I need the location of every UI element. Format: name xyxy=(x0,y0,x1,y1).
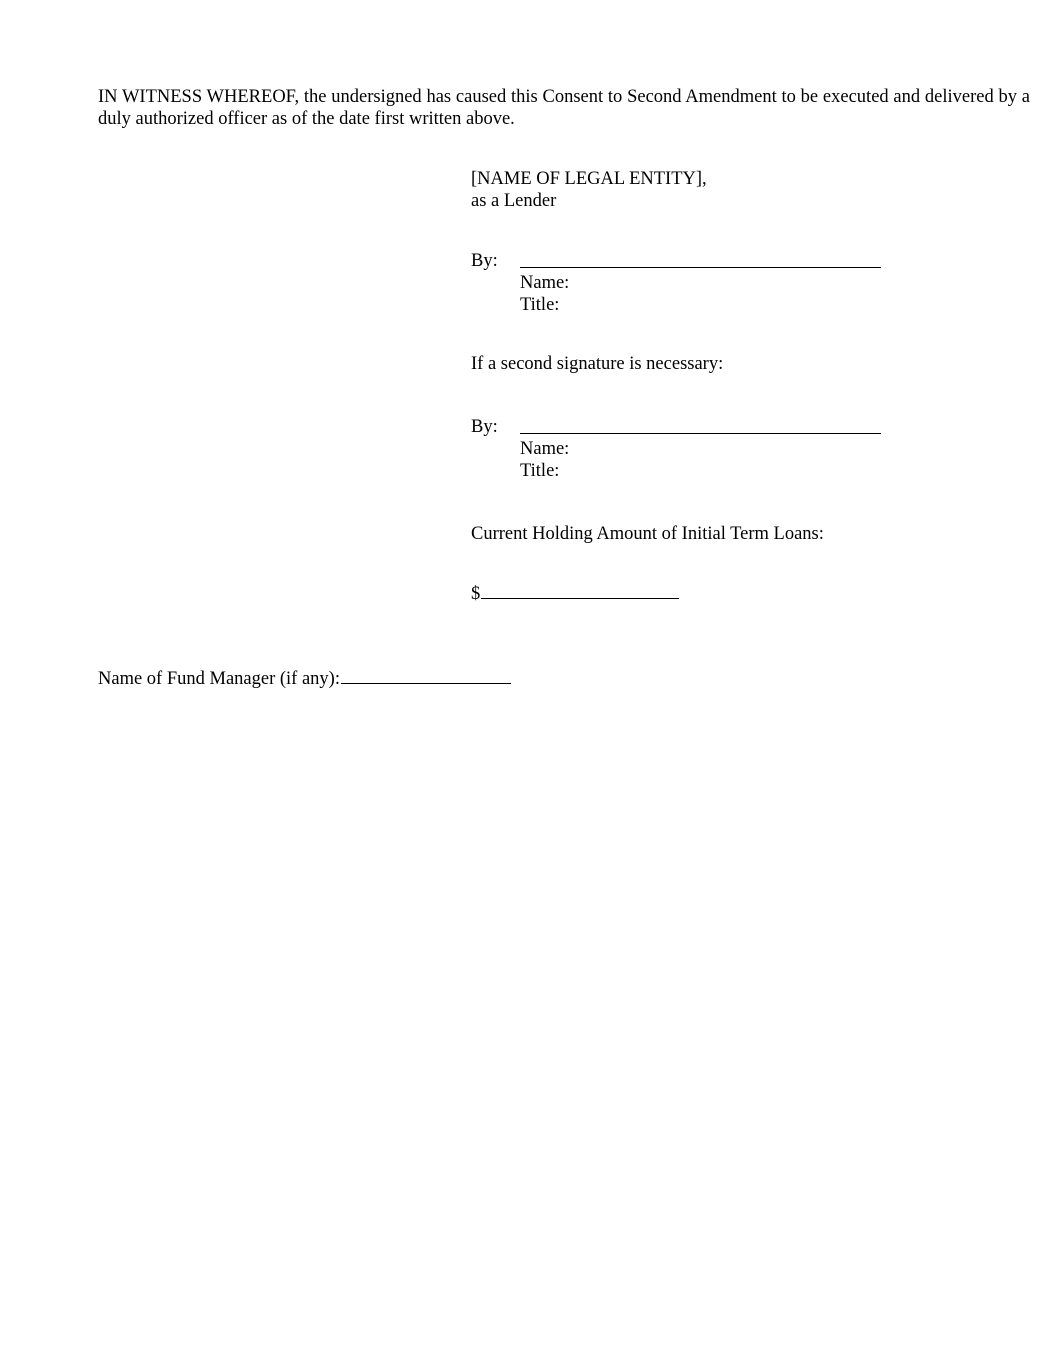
entity-name: [NAME OF LEGAL ENTITY], xyxy=(471,169,707,189)
currency-symbol: $ xyxy=(471,584,481,604)
second-signature-note: If a second signature is necessary: xyxy=(471,354,724,374)
name-label-2: Name: xyxy=(520,439,570,459)
holding-amount-field xyxy=(471,583,679,605)
title-label-2: Title: xyxy=(520,461,560,481)
by-label-1: By: xyxy=(471,251,498,271)
signature-line-1[interactable] xyxy=(520,267,881,268)
fund-manager-field xyxy=(98,668,511,690)
signature-line-2[interactable] xyxy=(520,433,881,434)
fund-manager-blank[interactable] xyxy=(341,682,511,684)
title-label-1: Title: xyxy=(520,295,560,315)
by-label-2: By: xyxy=(471,417,498,437)
holding-amount-blank[interactable] xyxy=(481,597,679,599)
intro-paragraph: IN WITNESS WHEREOF, the undersigned has caused this Consent to Second Amendment to be executed and delivered by a duly authorized officer as of the date first written above. xyxy=(98,87,1030,129)
entity-role: as a Lender xyxy=(471,191,557,211)
name-label-1: Name: xyxy=(520,273,570,293)
holding-amount-label: Current Holding Amount of Initial Term Loans: xyxy=(471,524,824,544)
fund-manager-label: Name of Fund Manager (if any): xyxy=(98,669,340,689)
